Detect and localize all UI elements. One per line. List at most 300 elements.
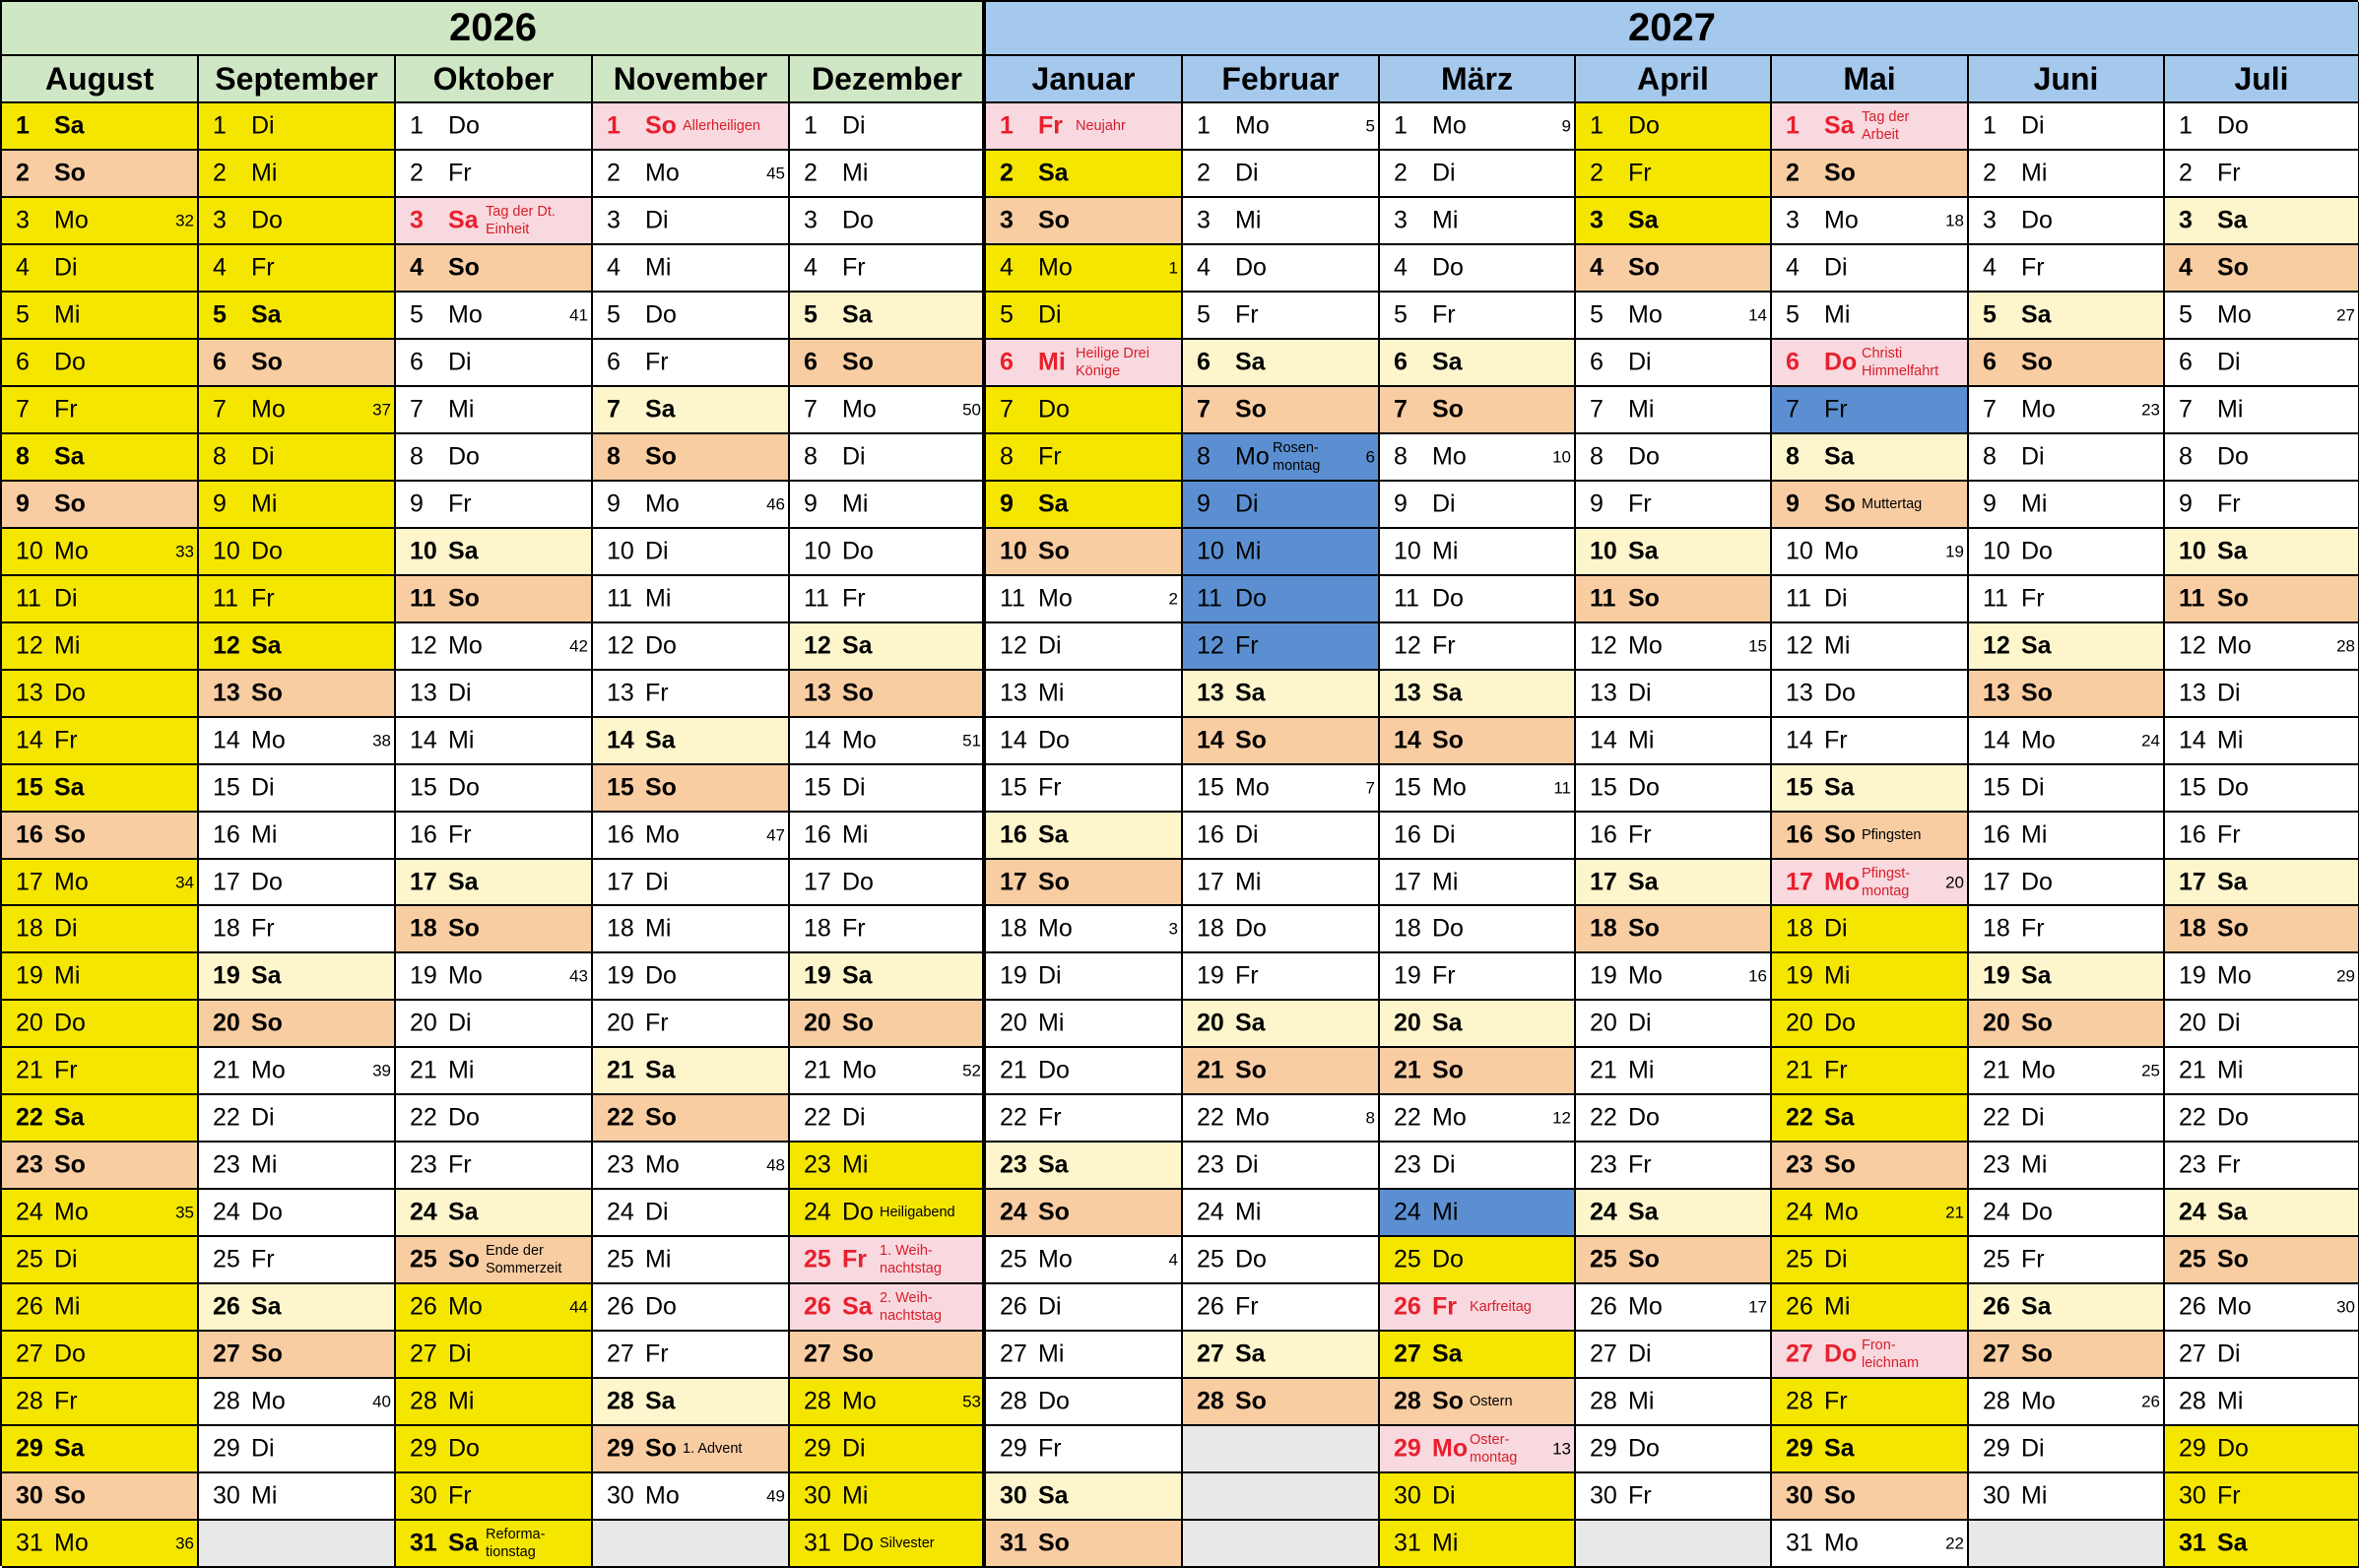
day-cell: [1183, 1143, 1380, 1190]
day-number: 25: [607, 1245, 634, 1274]
day-cell: [1576, 1048, 1772, 1095]
day-cell: [199, 1284, 396, 1332]
day-number: 7: [607, 395, 621, 424]
weekday-label: Di: [54, 1245, 78, 1274]
weekday-label: Mo: [1038, 253, 1073, 282]
day-cell: [1772, 623, 1969, 671]
week-number: 37: [372, 400, 391, 420]
day-number: 16: [1786, 820, 1813, 849]
weekday-label: Di: [1824, 253, 1848, 282]
holiday-name: Karfreitag: [1470, 1299, 1532, 1316]
day-cell: [396, 434, 593, 482]
month-header-april: [1576, 56, 1772, 103]
weekday-label: Mi: [842, 1481, 869, 1510]
day-cell: [1772, 1332, 1969, 1379]
day-number: 1: [410, 111, 424, 140]
weekday-label: Fr: [251, 1245, 275, 1274]
weekday-label: Di: [645, 537, 669, 565]
day-cell: [2165, 387, 2359, 434]
day-cell: [1576, 387, 1772, 434]
weekday-label: Mo: [54, 868, 89, 895]
weekday-label: Do: [645, 961, 677, 990]
day-number: 18: [1590, 914, 1617, 943]
day-number: 26: [804, 1292, 831, 1321]
day-cell: [790, 718, 986, 765]
day-number: 27: [607, 1339, 634, 1368]
day-number: 19: [804, 961, 831, 990]
weekday-label: Fr: [1432, 631, 1456, 660]
day-cell: [2, 340, 199, 387]
week-number: 25: [2141, 1061, 2160, 1080]
day-number: 4: [1394, 253, 1408, 282]
day-number: 13: [410, 679, 437, 707]
day-cell: [986, 765, 1183, 813]
weekday-label: So: [1824, 1481, 1856, 1510]
day-cell: [1380, 1473, 1576, 1521]
weekday-label: Sa: [842, 1292, 873, 1321]
weekday-label: Mo: [645, 820, 680, 849]
week-number: 19: [1945, 542, 1964, 561]
day-number: 9: [1786, 490, 1800, 518]
day-cell: [2165, 151, 2359, 198]
day-cell: [1183, 1095, 1380, 1143]
day-cell: [2165, 103, 2359, 151]
day-cell: [1969, 1473, 2165, 1521]
day-number: 20: [1590, 1009, 1617, 1037]
weekday-label: Sa: [645, 726, 676, 754]
day-number: 2: [213, 159, 227, 187]
weekday-label: Mi: [54, 300, 81, 329]
day-number: 20: [213, 1009, 240, 1037]
day-number: 31: [410, 1529, 437, 1557]
weekday-label: Fr: [1628, 1481, 1652, 1510]
day-cell: [790, 482, 986, 529]
holiday-name: Heilige Drei Könige: [1076, 345, 1149, 379]
day-number: 19: [1197, 961, 1224, 990]
weekday-label: So: [645, 1103, 677, 1132]
day-cell: [1183, 529, 1380, 576]
day-number: 17: [1590, 868, 1617, 895]
day-cell: [396, 198, 593, 245]
day-cell: [1969, 765, 2165, 813]
day-cell: [986, 1473, 1183, 1521]
weekday-label: Sa: [1235, 1009, 1266, 1037]
day-cell: [1772, 340, 1969, 387]
weekday-label: Mo: [645, 1481, 680, 1510]
day-cell: [986, 103, 1183, 151]
day-number: 27: [804, 1339, 831, 1368]
weekday-label: Sa: [1628, 1198, 1659, 1226]
day-cell: [1969, 1095, 2165, 1143]
day-number: 23: [1786, 1150, 1813, 1179]
day-cell: [790, 1521, 986, 1568]
weekday-label: Do: [448, 111, 480, 140]
day-number: 9: [410, 490, 424, 518]
day-cell: [2, 482, 199, 529]
weekday-label: Mi: [1038, 1009, 1065, 1037]
day-number: 8: [213, 442, 227, 471]
weekday-label: Mo: [1432, 111, 1467, 140]
day-number: 2: [16, 159, 30, 187]
weekday-label: Sa: [54, 442, 85, 471]
weekday-label: Sa: [842, 961, 873, 990]
day-cell: [1576, 906, 1772, 953]
day-number: 30: [213, 1481, 240, 1510]
day-number: 1: [1590, 111, 1604, 140]
weekday-label: So: [2217, 1245, 2249, 1274]
weekday-label: Mo: [2217, 1292, 2252, 1321]
weekday-label: Di: [2021, 1434, 2045, 1463]
day-number: 20: [1394, 1009, 1421, 1037]
day-cell: [2165, 293, 2359, 340]
day-cell: [396, 953, 593, 1001]
day-number: 8: [607, 442, 621, 471]
day-cell: [1772, 198, 1969, 245]
day-number: 16: [16, 820, 43, 849]
empty-cell: [1576, 1521, 1772, 1568]
day-number: 10: [1000, 537, 1027, 565]
week-number: 28: [2336, 636, 2355, 656]
weekday-label: Sa: [1432, 679, 1463, 707]
weekday-label: Mi: [842, 1150, 869, 1179]
day-number: 21: [1394, 1056, 1421, 1084]
day-cell: [2165, 623, 2359, 671]
day-number: 23: [1000, 1150, 1027, 1179]
day-number: 7: [1197, 395, 1211, 424]
day-cell: [2165, 1190, 2359, 1237]
weekday-label: So: [54, 490, 86, 518]
day-cell: [1772, 387, 1969, 434]
weekday-label: Di: [2021, 1103, 2045, 1132]
day-cell: [1969, 1001, 2165, 1048]
day-number: 13: [607, 679, 634, 707]
day-number: 11: [16, 584, 41, 613]
day-cell: [986, 1379, 1183, 1426]
day-cell: [986, 151, 1183, 198]
day-cell: [396, 860, 593, 907]
weekday-label: Mo: [2217, 300, 2252, 329]
day-cell: [1969, 1332, 2165, 1379]
weekday-label: Do: [251, 537, 283, 565]
day-number: 20: [410, 1009, 437, 1037]
day-cell: [593, 1001, 790, 1048]
day-cell: [986, 1521, 1183, 1568]
day-number: 12: [1000, 631, 1027, 660]
weekday-label: Mo: [448, 1292, 483, 1321]
weekday-label: Mo: [1235, 111, 1270, 140]
weekday-label: Mo: [1038, 1245, 1073, 1274]
day-cell: [1576, 1379, 1772, 1426]
day-cell: [986, 340, 1183, 387]
day-cell: [396, 1048, 593, 1095]
weekday-label: Mi: [1432, 537, 1459, 565]
day-number: 9: [804, 490, 818, 518]
weekday-label: Sa: [1824, 1434, 1855, 1463]
weekday-label: Do: [842, 1529, 874, 1557]
day-cell: [986, 860, 1183, 907]
weekday-label: Sa: [2021, 961, 2052, 990]
weekday-label: Mi: [645, 253, 672, 282]
day-number: 30: [2179, 1481, 2206, 1510]
day-number: 20: [2179, 1009, 2206, 1037]
day-number: 23: [1394, 1150, 1421, 1179]
day-number: 1: [16, 111, 30, 140]
day-number: 28: [2179, 1387, 2206, 1415]
weekday-label: Mi: [842, 159, 869, 187]
year-label: 2027: [1628, 6, 1716, 49]
weekday-label: Mo: [842, 1387, 877, 1415]
day-number: 17: [607, 868, 634, 895]
day-number: 27: [410, 1339, 437, 1368]
weekday-label: Mi: [2217, 1056, 2244, 1084]
empty-cell: [1969, 1521, 2165, 1568]
day-number: 6: [1000, 348, 1014, 376]
day-cell: [396, 387, 593, 434]
weekday-label: Di: [1038, 631, 1062, 660]
day-number: 29: [1590, 1434, 1617, 1463]
weekday-label: Sa: [1628, 868, 1659, 895]
weekday-label: Fr: [1235, 300, 1259, 329]
day-cell: [986, 718, 1183, 765]
weekday-label: Do: [1824, 1009, 1856, 1037]
day-cell: [1576, 1095, 1772, 1143]
weekday-label: Do: [54, 1339, 86, 1368]
day-cell: [1772, 529, 1969, 576]
day-number: 12: [607, 631, 634, 660]
weekday-label: Do: [448, 1103, 480, 1132]
day-cell: [396, 1001, 593, 1048]
weekday-label: So: [645, 111, 677, 140]
day-number: 17: [1394, 868, 1421, 895]
day-number: 16: [213, 820, 240, 849]
day-number: 9: [1000, 490, 1014, 518]
day-cell: [790, 1143, 986, 1190]
day-cell: [1969, 151, 2165, 198]
weekday-label: So: [1432, 1056, 1464, 1084]
day-number: 18: [1786, 914, 1813, 943]
day-cell: [1772, 906, 1969, 953]
day-number: 25: [1197, 1245, 1224, 1274]
day-cell: [1772, 482, 1969, 529]
day-cell: [1969, 387, 2165, 434]
day-cell: [199, 1426, 396, 1473]
day-number: 18: [2179, 914, 2206, 943]
month-name: Oktober: [432, 60, 555, 97]
weekday-label: So: [251, 348, 283, 376]
day-cell: [790, 1001, 986, 1048]
day-number: 3: [1983, 206, 1997, 234]
day-cell: [1576, 1143, 1772, 1190]
day-number: 20: [607, 1009, 634, 1037]
day-cell: [2, 1237, 199, 1284]
week-number: 22: [1945, 1534, 1964, 1553]
day-cell: [1772, 718, 1969, 765]
day-cell: [199, 340, 396, 387]
holiday-name: 2. Weih- nachtstag: [880, 1290, 942, 1325]
year-header: [2, 2, 986, 56]
month-name: Mai: [1843, 60, 1896, 97]
day-cell: [790, 1473, 986, 1521]
weekday-label: Do: [645, 300, 677, 329]
weekday-label: Do: [54, 679, 86, 707]
day-cell: [1772, 1521, 1969, 1568]
day-cell: [2, 953, 199, 1001]
day-number: 19: [2179, 961, 2206, 990]
day-cell: [2165, 1237, 2359, 1284]
week-number: 43: [569, 966, 588, 986]
weekday-label: Di: [448, 1009, 472, 1037]
weekday-label: Sa: [54, 1103, 85, 1132]
day-number: 2: [1197, 159, 1211, 187]
day-number: 23: [607, 1150, 634, 1179]
day-number: 11: [1394, 584, 1419, 613]
week-number: 23: [2141, 400, 2160, 420]
weekday-label: Sa: [1824, 773, 1855, 802]
week-number: 46: [766, 494, 785, 514]
weekday-label: Do: [2021, 206, 2053, 234]
day-cell: [396, 576, 593, 623]
weekday-label: Di: [1432, 820, 1456, 849]
day-number: 26: [410, 1292, 437, 1321]
day-cell: [1380, 387, 1576, 434]
day-cell: [790, 529, 986, 576]
day-cell: [593, 1048, 790, 1095]
day-number: 14: [1590, 726, 1617, 754]
day-number: 21: [804, 1056, 831, 1084]
weekday-label: Mi: [1628, 395, 1655, 424]
day-number: 15: [1000, 773, 1027, 802]
day-cell: [593, 718, 790, 765]
weekday-label: Mi: [1235, 868, 1262, 895]
day-cell: [1380, 1284, 1576, 1332]
weekday-label: Do: [1235, 1245, 1267, 1274]
day-cell: [2, 860, 199, 907]
weekday-label: Fr: [1824, 395, 1848, 424]
weekday-label: Mo: [1628, 300, 1663, 329]
day-number: 5: [1590, 300, 1604, 329]
day-cell: [1576, 198, 1772, 245]
day-number: 8: [1590, 442, 1604, 471]
day-cell: [1380, 1332, 1576, 1379]
weekday-label: Fr: [2217, 159, 2241, 187]
day-number: 13: [213, 679, 240, 707]
day-number: 26: [213, 1292, 240, 1321]
weekday-label: So: [2021, 679, 2053, 707]
day-number: 10: [1394, 537, 1421, 565]
weekday-label: Sa: [1824, 442, 1855, 471]
day-cell: [2165, 1426, 2359, 1473]
week-number: 30: [2336, 1297, 2355, 1317]
weekday-label: Fr: [645, 679, 669, 707]
weekday-label: Sa: [1432, 348, 1463, 376]
day-number: 29: [213, 1434, 240, 1463]
week-number: 38: [372, 731, 391, 751]
day-cell: [1772, 1143, 1969, 1190]
day-cell: [396, 1237, 593, 1284]
weekday-label: Di: [1628, 348, 1652, 376]
weekday-label: Do: [1038, 395, 1070, 424]
day-number: 10: [213, 537, 240, 565]
day-cell: [593, 671, 790, 718]
day-number: 14: [804, 726, 831, 754]
day-cell: [1380, 340, 1576, 387]
day-number: 20: [1000, 1009, 1027, 1037]
day-number: 29: [410, 1434, 437, 1463]
day-number: 4: [607, 253, 621, 282]
day-number: 29: [1786, 1434, 1813, 1463]
day-number: 21: [213, 1056, 240, 1084]
day-cell: [1380, 1237, 1576, 1284]
day-cell: [1183, 576, 1380, 623]
day-number: 20: [1786, 1009, 1813, 1037]
day-cell: [1183, 953, 1380, 1001]
day-number: 6: [2179, 348, 2193, 376]
weekday-label: Mo: [645, 490, 680, 518]
weekday-label: Di: [1038, 300, 1062, 329]
day-number: 7: [1590, 395, 1604, 424]
day-number: 7: [16, 395, 30, 424]
day-cell: [199, 151, 396, 198]
day-number: 21: [2179, 1056, 2206, 1084]
day-cell: [199, 1379, 396, 1426]
weekday-label: Sa: [1038, 159, 1069, 187]
weekday-label: Do: [54, 1009, 86, 1037]
day-cell: [1183, 1284, 1380, 1332]
weekday-label: Mo: [54, 1529, 89, 1557]
day-number: 21: [607, 1056, 634, 1084]
weekday-label: So: [1432, 1387, 1464, 1415]
day-number: 14: [1394, 726, 1421, 754]
weekday-label: Di: [448, 679, 472, 707]
day-cell: [1576, 860, 1772, 907]
day-cell: [1772, 1284, 1969, 1332]
day-cell: [1183, 1379, 1380, 1426]
weekday-label: So: [1628, 253, 1660, 282]
day-number: 4: [1590, 253, 1604, 282]
day-number: 10: [16, 537, 43, 565]
weekday-label: Mo: [1824, 1198, 1859, 1226]
day-number: 1: [804, 111, 818, 140]
weekday-label: Do: [2021, 1198, 2053, 1226]
weekday-label: Fr: [54, 395, 78, 424]
day-cell: [2, 1048, 199, 1095]
week-number: 20: [1945, 873, 1964, 891]
week-number: 39: [372, 1061, 391, 1080]
day-cell: [593, 529, 790, 576]
day-cell: [1183, 1001, 1380, 1048]
day-number: 16: [607, 820, 634, 849]
weekday-label: Di: [251, 111, 275, 140]
day-number: 22: [2179, 1103, 2206, 1132]
day-number: 7: [410, 395, 424, 424]
day-number: 2: [2179, 159, 2193, 187]
day-cell: [1183, 151, 1380, 198]
day-number: 26: [1983, 1292, 2010, 1321]
day-cell: [1380, 576, 1576, 623]
day-cell: [1380, 434, 1576, 482]
day-number: 28: [16, 1387, 43, 1415]
day-cell: [593, 103, 790, 151]
weekday-label: Fr: [1432, 961, 1456, 990]
weekday-label: So: [2021, 1009, 2053, 1037]
day-cell: [1772, 1095, 1969, 1143]
day-cell: [396, 1095, 593, 1143]
day-cell: [593, 1332, 790, 1379]
day-cell: [986, 1426, 1183, 1473]
weekday-label: Do: [1038, 1387, 1070, 1415]
day-number: 27: [1983, 1339, 2010, 1368]
weekday-label: Fr: [645, 348, 669, 376]
